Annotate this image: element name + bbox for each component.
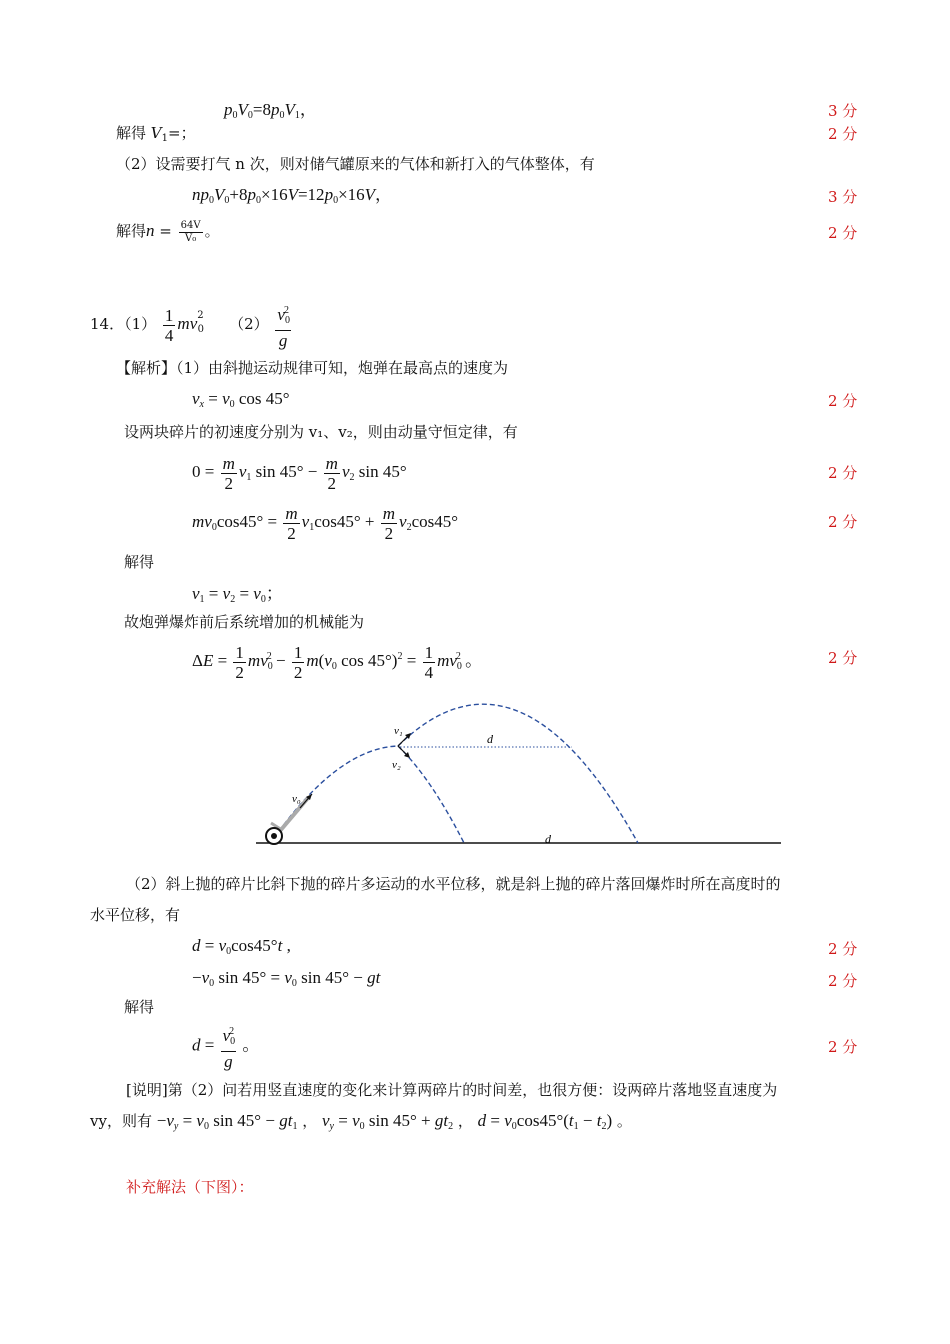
solve-n-line: 解得n = $\frac{64V}{\text{V₀}}$ 。: [116, 219, 220, 244]
q14-answer-line: 14．（1） $\frac{1}{4}$ $mv^2_0$ （2） $\frac{v_0^2}{g}$: [90, 300, 293, 350]
label-v1: v₁: [394, 725, 403, 737]
note-line2-prefix: vy，则有: [90, 1112, 152, 1130]
eq-v-equal: $v_1 = v_2 = v_0$；: [192, 584, 283, 605]
supplement-heading: 补充解法（下图）：: [126, 1178, 254, 1196]
solve-v1-line: 解得 $V_1=$；: [116, 124, 196, 144]
score-mom2: 2 分: [828, 513, 858, 531]
solve1-label: 解得: [124, 553, 155, 571]
trajectory-upper-fragment: [398, 704, 638, 843]
momentum-text: 设两块碎片的初速度分别为 v₁、v₂，则由动量守恒定律，有: [124, 423, 518, 441]
analysis-tag: 【解析】: [116, 359, 177, 377]
note-line2: vy，则有 $-v_y = v_0$ $\sin 45^\circ - gt_1$ ， $v_y = v_0$ $\sin 45^\circ + gt_2$ ， $d = v_0\cos 45^\circ(t_1 - t_2)$ 。: [90, 1111, 632, 1132]
label-d-top: d: [487, 732, 493, 746]
analysis-line: [116, 358, 508, 378]
solve-n-suffix: 。: [204, 222, 220, 240]
solve-n-numerator: 64V: [180, 219, 201, 231]
eq-vy: $-v_0$ $\sin 45^\circ = v_0$ sin 45° − gt: [192, 968, 381, 989]
label-d-bottom: d: [545, 832, 551, 846]
eq-momentum-horizontal: $mv_0\cos 45^\circ$ = $\frac{m}{2}$ $v_1\cos 45^\circ$ + $\frac{m}{2}$ $v_2\cos 45^\circ$: [192, 503, 459, 543]
score-energy: 2 分: [828, 649, 858, 667]
score-d-eq: 2 分: [828, 940, 858, 958]
v-equal-tail: ；: [265, 584, 283, 603]
solve-n-prefix: 解得: [116, 222, 147, 240]
solve2-label: 解得: [124, 998, 155, 1016]
ans1-label: （1）: [124, 315, 157, 333]
label-v0: v₀: [292, 793, 301, 805]
q2-text-line1: （2）斜上抛的碎片比斜下抛的碎片多运动的水平位移，就是斜上抛的碎片落回爆炸时所在高度时的: [126, 875, 781, 893]
label-v2: v₂: [392, 759, 401, 771]
projectile-diagram: [226, 688, 786, 853]
eq-momentum-vertical: 0 = $\frac{m}{2}$ $v_1$ sin 45° − $\frac{m}{2}$ $v_2$ sin 45°: [192, 453, 407, 493]
score-eq1: 3 分: [828, 102, 858, 120]
cannon-hub: [271, 833, 277, 839]
score-solve-v1: 2 分: [828, 125, 858, 143]
trajectory-lower-fragment: [398, 746, 464, 843]
ans1-fraction: $\frac{1}{4}$: [164, 305, 174, 345]
solve-n-denominator: V₀: [184, 232, 197, 244]
score-vx: 2 分: [828, 392, 858, 410]
score-solve-n: 2 分: [828, 224, 858, 242]
q2-text-line2: 水平位移，有: [90, 906, 181, 924]
eq-d: $d = v_0\cos 45^\circ t$ ,: [192, 936, 291, 957]
score-d-result: 2 分: [828, 1038, 858, 1056]
eq-energy: ΔE = $\frac{1}{2}$ $mv_0^2$ − $\frac{1}{2}$ $m(v_0$ cos 45°)$^2$ = $\frac{1}{4}$ $mv_0^2$ 。: [192, 642, 483, 682]
eq-d-result: d = $\frac{v_0^2}{g}$ 。: [192, 1022, 259, 1071]
eq-np0v0: $np_0V_0+8p_0\times 16V=12p_0\times 16V$，: [192, 185, 393, 206]
score-vy-eq: 2 分: [828, 972, 858, 990]
analysis-text: （1）由斜抛运动规律可知，炮弹在最高点的速度为: [176, 359, 509, 377]
score-eq2: 3 分: [828, 188, 858, 206]
solve-n-fraction: [179, 220, 203, 245]
note-line1: [说明]第（2）问若用竖直速度的变化来计算两碎片的时间差，也很方便：设两碎片落地竖直速度为: [126, 1081, 778, 1099]
q14-number: 14．: [90, 315, 125, 333]
eq-vx: $v_x = v_0$ cos 45°: [192, 389, 290, 410]
energy-text: 故炮弹爆炸前后系统增加的机械能为: [124, 613, 365, 631]
ans2-fraction: $\frac{v_0^2}{g}$: [275, 301, 291, 350]
trajectory-initial: [274, 746, 398, 838]
ans2-label: （2）: [229, 315, 269, 333]
score-mom1: 2 分: [828, 464, 858, 482]
eq-p0v0: $p_0V_0=8p_0V_1$，: [224, 100, 317, 121]
q2-text-13: （2）设需要打气 n 次，则对储气罐原来的气体和新打入的气体整体，有: [116, 155, 595, 173]
